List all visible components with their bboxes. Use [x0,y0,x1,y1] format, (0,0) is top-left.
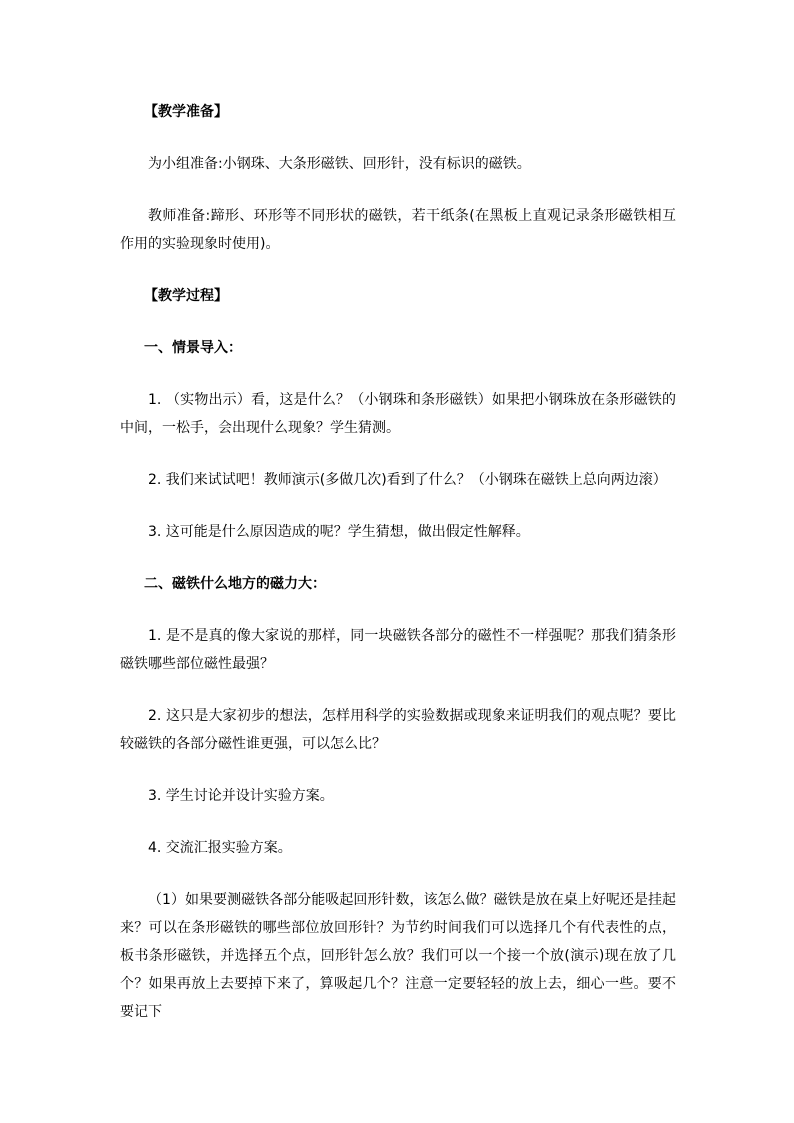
document-body [120,98,676,1050]
subsection-heading-magnet-strength: 二、磁铁什么地方的磁力大： [144,576,326,592]
section-heading-preparation: 【教学准备】 [144,104,228,120]
paragraph-teacher-preparation: 教师准备:蹄形、环形等不同形状的磁铁，若干纸条(在黑板上直观记录条形磁铁相互作用的实验现象时使用)。 [120,208,676,252]
list-item: 4. 交流汇报实验方案。 [148,840,292,856]
list-item: 3. 这可能是什么原因造成的呢？学生猜想，做出假定性解释。 [148,524,530,540]
paragraph-group-preparation: 为小组准备:小钢珠、大条形磁铁、回形针，没有标识的磁铁。 [148,156,531,172]
list-item: 2. 这只是大家初步的想法，怎样用科学的实验数据或现象来证明我们的观点呢？要比较磁铁的各部分磁性谁更强，可以怎么比？ [120,708,676,752]
list-item: 2. 我们来试试吧！教师演示(多做几次)看到了什么？（小钢珠在磁铁上总向两边滚） [148,472,667,488]
list-item: 1. （实物出示）看，这是什么？（小钢珠和条形磁铁）如果把小钢珠放在条形磁铁的中间，一松手，会出现什么现象？学生猜测。 [120,392,676,436]
subsection-heading-introduction: 一、情景导入： [144,340,242,356]
section-heading-process: 【教学过程】 [144,288,228,304]
list-item: 3. 学生讨论并设计实验方案。 [148,788,334,804]
list-item: 1. 是不是真的像大家说的那样，同一块磁铁各部分的磁性不一样强呢？那我们猜条形磁铁哪些部位磁性最强？ [120,628,676,672]
list-item: （1）如果要测磁铁各部分能吸起回形针数，该怎么做？磁铁是放在桌上好呢还是挂起来？可以在条形磁铁的哪些部位放回形针？为节约时间我们可以选择几个有代表性的点，板书条形磁铁，并选择五个点，回形针怎么放？我们可以一个接一个放(演示)现在放了几个？如果再放上去要掉下来了，算吸起几个？注意一定要轻轻的放上去，细心一些。要不要记下 [120,892,676,1020]
